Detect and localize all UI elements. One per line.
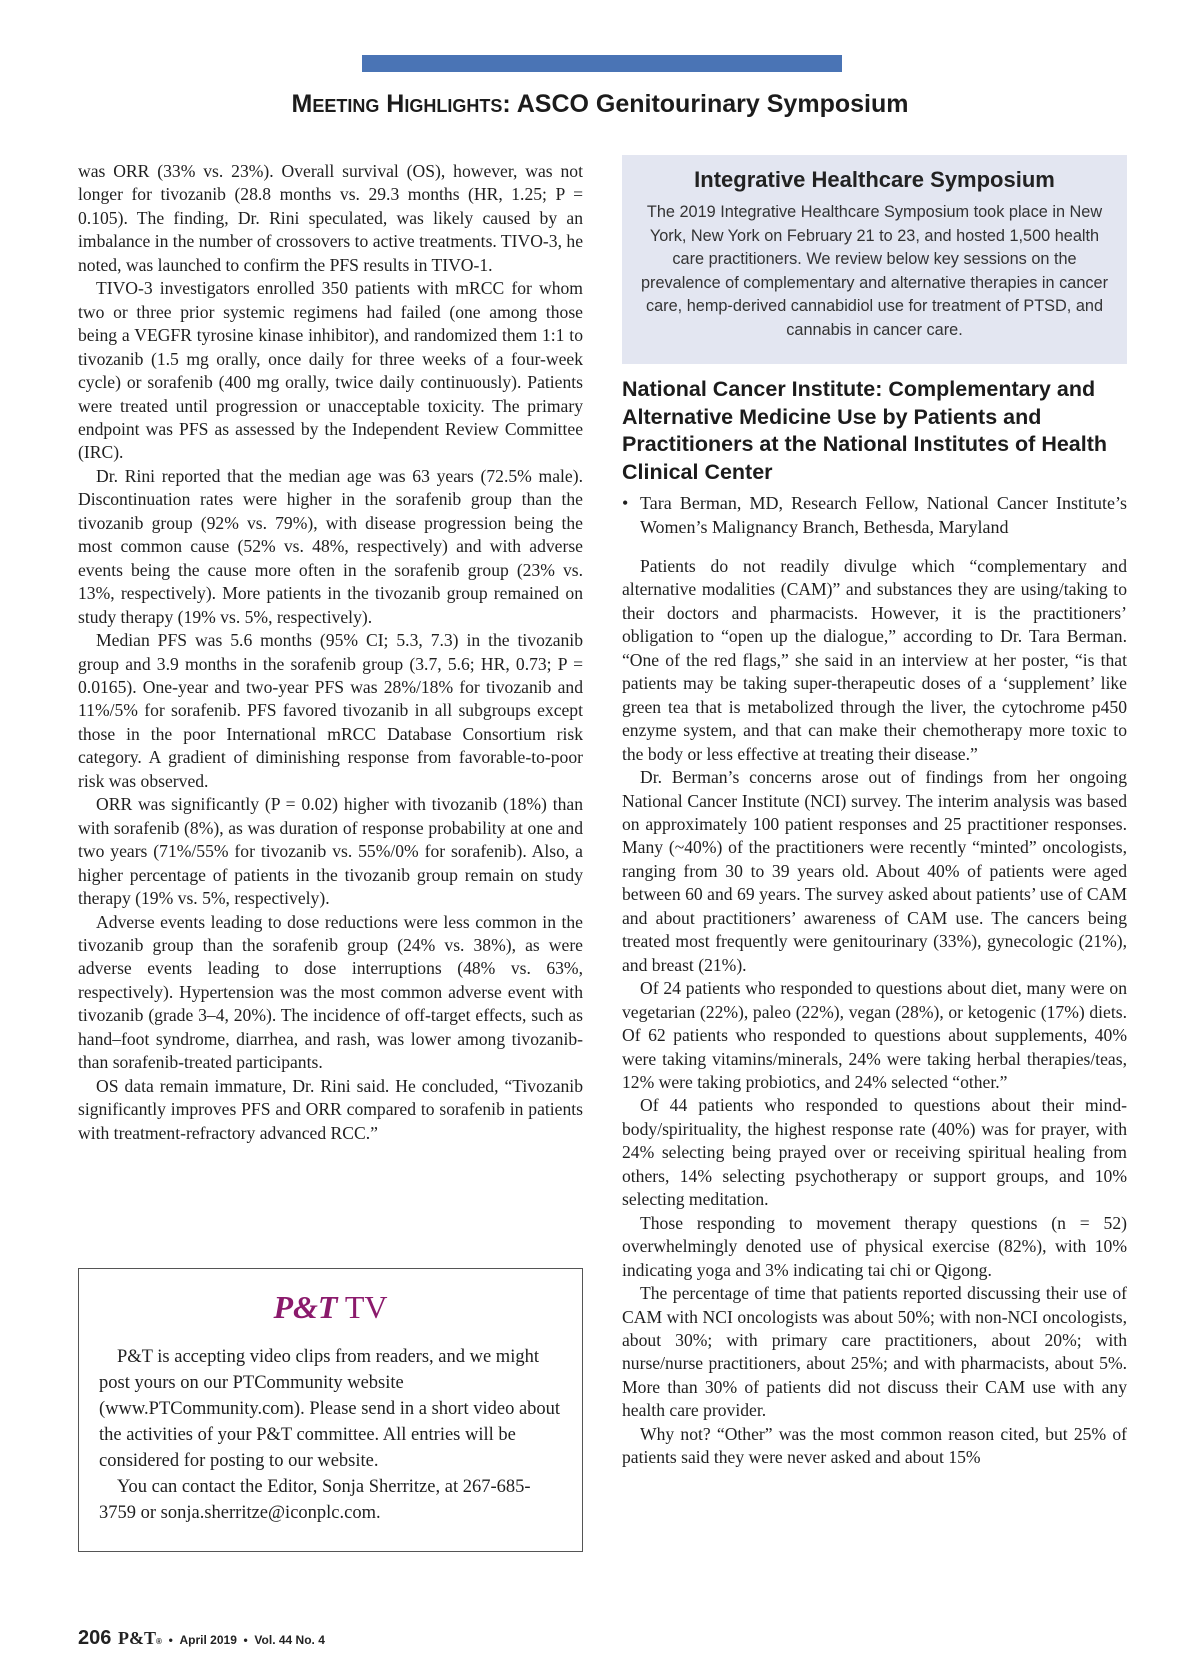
left-paragraph-1: was ORR (33% vs. 23%). Overall survival (OS), however, was not longer for tivozanib (28.8 months vs. 29.3 months (HR, 1.25; P = 0.105). The finding, Dr. Rini speculated, was likely caused by an imbalance in the number of crossovers to active treatments. TIVO-3, he noted, was launched to confirm the PFS results in TIVO-1. xyxy=(78,161,583,275)
pt-tv-paragraph-1: P&T is accepting video clips from readers, and we might post yours on our PTCommunity website (www.PTCommunity.com). Please send in a short video about the activities of your P&T committee. All entries will be considered for posting to our website. xyxy=(99,1347,561,1471)
left-paragraph-3: Dr. Rini reported that the median age was 63 years (72.5% male). Discontinuation rates were higher in the sorafenib group than the tivozanib group (92% vs. 79%), with disease progression being the most common cause (52% vs. 48%, respectively) and with adverse events being the cause more often in the sorafenib group (23% vs. 13%, respectively). More patients in the tivozanib group remained on study therapy (19% vs. 5%, respectively). xyxy=(78,465,583,627)
bullet-icon: • xyxy=(622,493,629,513)
sidebar-title: Integrative Healthcare Symposium xyxy=(694,167,1055,192)
journal-name: P&T xyxy=(118,1628,157,1648)
left-paragraph-5: ORR was significantly (P = 0.02) higher with tivozanib (18%) than with sorafenib (8%), as was duration of response probability at one and two years (71%/55% for tivozanib vs. 55%/0% for sorafenib). Also, a higher percentage of patients in the tivozanib group remain on study therapy (19% vs. 5%, respectively). xyxy=(78,794,583,909)
page-footer xyxy=(78,1627,325,1650)
right-paragraph-7: Why not? “Other” was the most common reason cited, but 25% of patients said they were never asked and about 15% xyxy=(622,1423,1127,1468)
left-paragraph-4: Median PFS was 5.6 months (95% CI; 5.3, 7.3) in the tivozanib group and 3.9 months in the sorafenib group (3.7, 5.6; HR, 0.73; P = 0.0165). One-year and two-year PFS was 28%/18% for tivozanib and 11%/5% for sorafenib. PFS favored tivozanib in all subgroups except those in the poor International mRCC Database Consortium risk category. A gradient of diminishing response from favorable-to-poor risk was observed. xyxy=(78,630,583,791)
registered-mark: ® xyxy=(156,1637,162,1646)
pt-tv-paragraph-2: You can contact the Editor, Sonja Sherritze, at 267-685-3759 or sonja.sherritze@iconplc.com. xyxy=(99,1477,531,1523)
left-column xyxy=(78,160,583,1145)
section-prefix: Meeting Highlights: xyxy=(291,90,511,118)
section-name: ASCO Genitourinary Symposium xyxy=(516,90,909,118)
right-column xyxy=(622,555,1127,1470)
symposium-sidebar xyxy=(622,155,1127,364)
footer-separator: • xyxy=(243,1633,248,1647)
speaker-text: Tara Berman, MD, Research Fellow, National Cancer Institute’s Women’s Malignancy Branch, Bethesda, Maryland xyxy=(640,493,1127,537)
issue-date: April 2019 xyxy=(179,1633,237,1647)
right-paragraph-3: Of 24 patients who responded to questions about diet, many were on vegetarian (22%), paleo (22%), vegan (28%), or ketogenic (17%) diets. Of 62 patients who responded to questions about supplements, 40% were taking vitamins/minerals, 24% were taking herbal therapies/teas, 12% were taking probiotics, and 24% selected “other.” xyxy=(622,978,1127,1092)
page-number: 206 xyxy=(78,1627,112,1649)
section-title xyxy=(0,90,1200,119)
right-paragraph-6: The percentage of time that patients reported discussing their use of CAM with NCI oncologists was about 50%; with non-NCI oncologists, about 30%; with primary care practitioners, about 20%; with nurse/nurse practitioners, about 25%; and with pharmacists, about 5%. More than 30% of patients did not discuss their CAM use with any health care provider. xyxy=(622,1283,1127,1421)
right-paragraph-4: Of 44 patients who responded to questions about their mind-body/spirituality, the highest response rate (40%) was for prayer, with 24% selecting being prayed over or receiving spiritual healing from others, 14% selecting psychotherapy or support groups, and 10% selecting meditation. xyxy=(622,1095,1127,1210)
volume-number: Vol. 44 No. 4 xyxy=(254,1633,325,1647)
pt-tv-title xyxy=(99,1289,562,1326)
header-accent-bar xyxy=(362,55,842,72)
right-paragraph-2: Dr. Berman’s concerns arose out of findings from her ongoing National Cancer Institute (NCI) survey. The interim analysis was based on approximately 100 patient responses and 25 practitioner responses. Many (~40%) of the practitioners were recently “minted” oncologists, ranging from 30 to 39 years old. About 40% of patients were aged between 60 and 69 years. The survey asked about patients’ use of CAM and about practitioners’ awareness of CAM use. The cancers being treated most frequently were genitourinary (33%), gynecologic (21%), and breast (21%). xyxy=(622,767,1127,975)
pt-tv-box xyxy=(78,1268,583,1552)
pt-tv-title-italic: P&T xyxy=(273,1289,338,1325)
left-paragraph-2: TIVO-3 investigators enrolled 350 patients with mRCC for whom two or three prior systemic regimens had failed (one among those being a VEGFR tyrosine kinase inhibitor), and randomized them 1:1 to tivozanib (1.5 mg orally, once daily for three weeks of a four-week cycle) or sorafenib (400 mg orally, twice daily continuously). Patients were treated until progression or unacceptable toxicity. The primary endpoint was PFS as assessed by the Independent Review Committee (IRC). xyxy=(78,278,583,463)
right-paragraph-1: Patients do not readily divulge which “complementary and alternative modalities (CAM)” and substances they are using/taking to their doctors and pharmacists. However, it is the practitioners’ obligation to “open up the dialogue,” according to Dr. Tara Berman. “One of the red flags,” she said in an interview at her poster, “is that patients may be taking super-therapeutic doses of a ‘supplement’ like green tea that is metabolized through the liver, the cytochrome p450 enzyme system, and that can make their chemotherapy more toxic to the body or less effective at treating their disease.” xyxy=(622,556,1127,764)
left-paragraph-6: Adverse events leading to dose reductions were less common in the tivozanib group than the sorafenib group (24% vs. 38%), as were adverse events leading to dose interruptions (48% vs. 63%, respectively). Hypertension was the most common adverse event with tivozanib (grade 3–4, 20%). The incidence of off-target effects, such as hand–foot syndrome, diarrhea, and rash, was lower among tivozanib- than sorafenib-treated participants. xyxy=(78,911,583,1073)
sidebar-text: The 2019 Integrative Healthcare Symposium took place in New York, New York on February 21 to 23, and hosted 1,500 health care practitioners. We review below key sessions on the prevalence of complementary and alternative therapies in cancer care, hemp-derived cannabidiol use for treatment of PTSD, and cannabis in cancer care. xyxy=(641,203,1108,339)
pt-tv-title-rest: TV xyxy=(337,1289,388,1325)
speaker-credit xyxy=(622,492,1127,539)
article-heading: National Cancer Institute: Complementary and Alternative Medicine Use by Patients and Practitioners at the National Institutes of Health Clinical Center xyxy=(622,377,1108,484)
footer-separator: • xyxy=(168,1633,173,1647)
right-paragraph-5: Those responding to movement therapy questions (n = 52) overwhelmingly denoted use of physical exercise (82%), with 10% indicating yoga and 3% indicating tai chi or Qigong. xyxy=(622,1212,1127,1280)
left-paragraph-7: OS data remain immature, Dr. Rini said. He concluded, “Tivozanib significantly improves PFS and ORR compared to sorafenib in patients with treatment-refractory advanced RCC.” xyxy=(78,1075,583,1143)
